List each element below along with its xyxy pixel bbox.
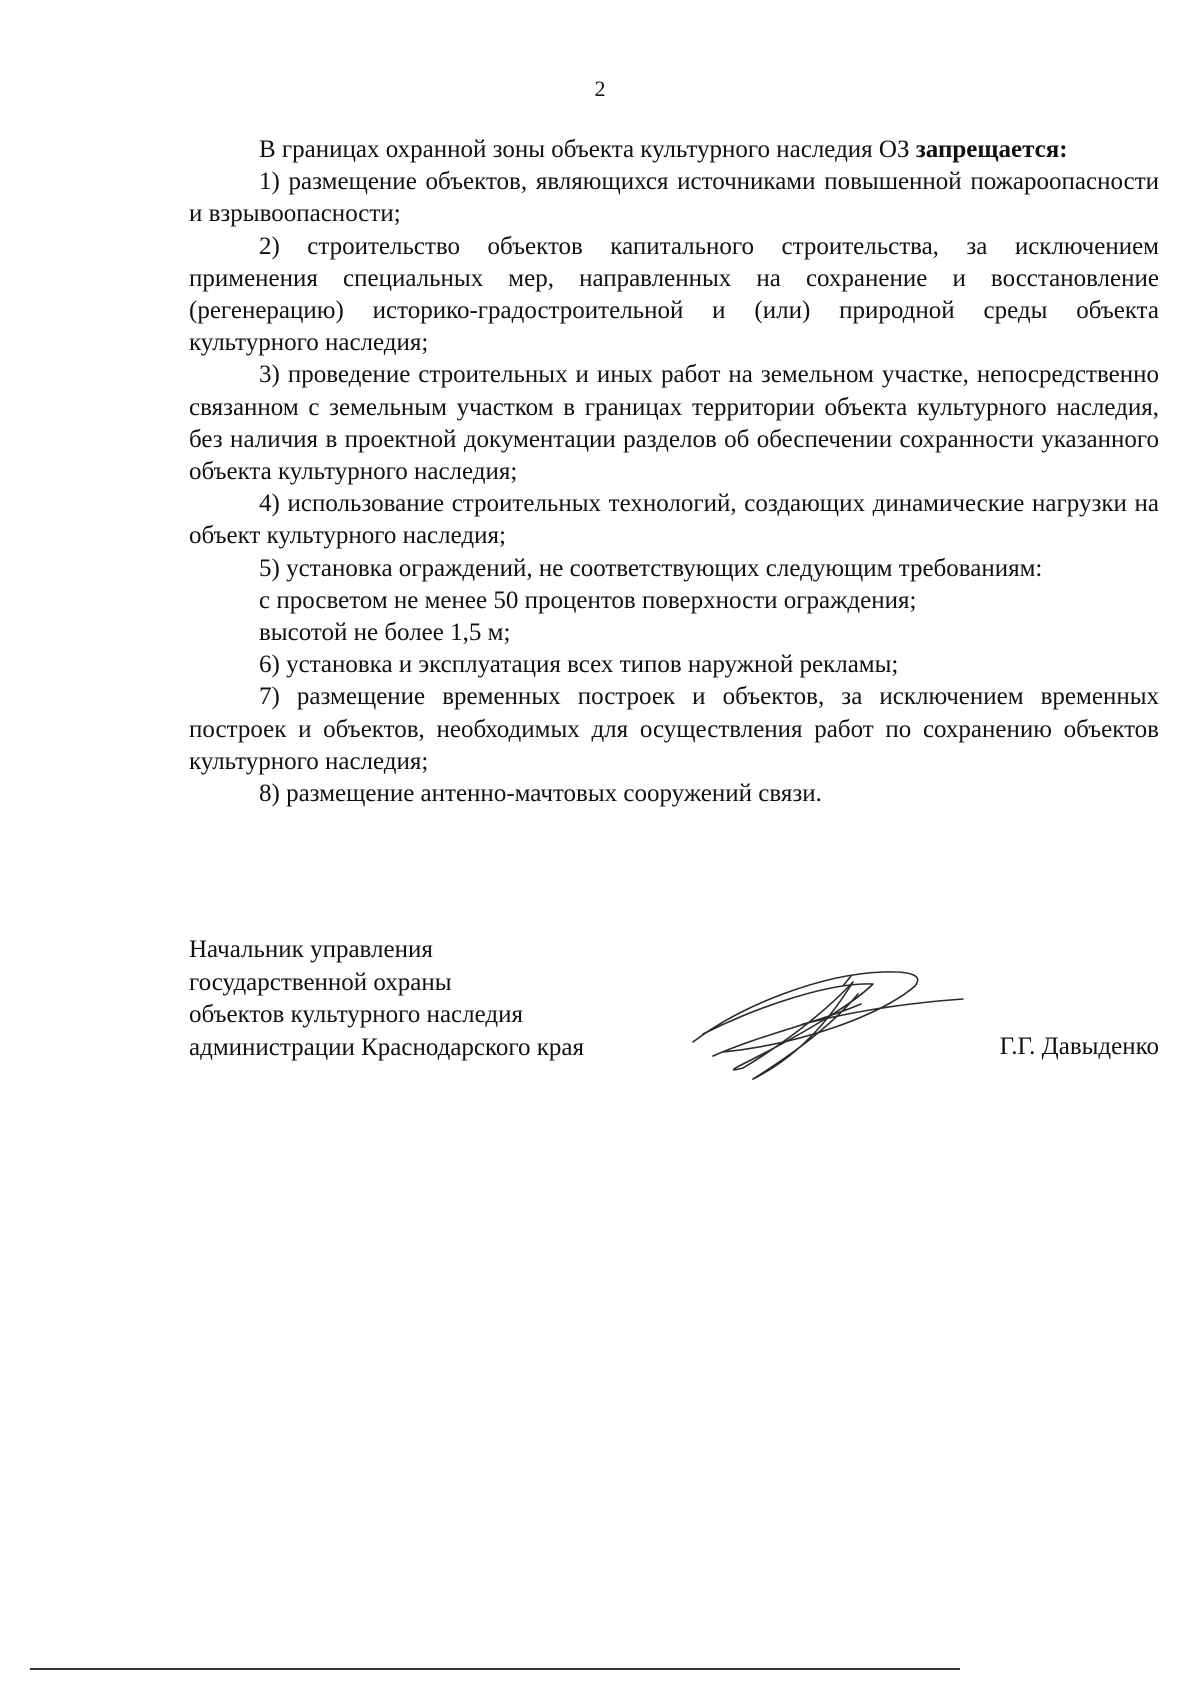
list-item: 3) проведение строительных и иных работ на земельном участке, непосредственно связанном с земельным участком в границах территории объекта культурного наследия, без наличия в проектной документации разделов об обеспечении сохранности указанного объекта культурного наследия;	[189, 361, 1159, 486]
intro-bold-text: запрещается:	[915, 136, 1068, 163]
signatory-title-line: администрации Краснодарского края	[189, 1033, 585, 1061]
signatory-name: Г.Г. Давыденко	[999, 1033, 1159, 1060]
list-item: 1) размещение объектов, являющихся источниками повышенной пожароопасности и взрывоопасности;	[189, 168, 1159, 228]
list-item: 5) установка ограждений, не соответствующих следующим требованиям:	[259, 554, 1043, 582]
document-body	[189, 134, 1159, 810]
intro-text: В границах охранной зоны объекта культурного наследия ОЗ	[259, 136, 910, 163]
signatory-title-line: объектов культурного наследия	[189, 1001, 523, 1028]
list-item: высотой не более 1,5 м;	[259, 619, 511, 647]
list-item: 4) использование строительных технологий, создающих динамические нагрузки на объект культурного наследия;	[189, 490, 1159, 550]
intro-paragraph	[189, 134, 1159, 166]
signatory-title	[189, 934, 584, 1064]
list-item: с просветом не менее 50 процентов поверхности ограждения;	[259, 586, 917, 614]
signatory-title-line: Начальник управления	[189, 936, 433, 963]
signature-block	[189, 934, 1159, 1084]
handwritten-signature	[683, 964, 983, 1084]
list-item: 6) установка и эксплуатация всех типов наружной рекламы;	[259, 651, 899, 679]
page-number: 2	[594, 76, 606, 101]
signatory-title-line: государственной охраны	[189, 968, 452, 996]
footer-rule	[30, 1668, 960, 1670]
list-item: 8) размещение антенно-мачтовых сооружений связи.	[259, 780, 822, 808]
list-item: 7) размещение временных построек и объектов, за исключением временных построек и объектов, необходимых для осуществления работ по сохранению объектов культурного наследия;	[189, 683, 1159, 775]
list-item: 2) строительство объектов капитального строительства, за исключением применения специальных мер, направленных на сохранение и восстановление (регенерацию) историко-градостроительной и (или) природной среды объекта культурного наследия;	[189, 232, 1159, 357]
